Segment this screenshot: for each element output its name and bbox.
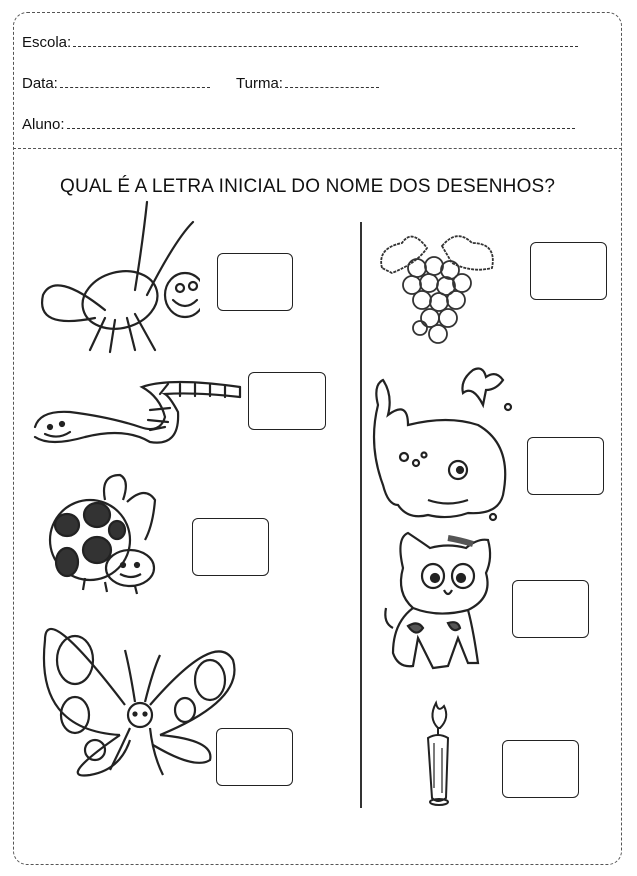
page-title: QUAL É A LETRA INICIAL DO NOME DOS DESENHOS? [60, 176, 556, 197]
answer-box-butterfly[interactable] [216, 728, 293, 786]
answer-box-candle[interactable] [502, 740, 579, 798]
ant-icon [35, 200, 200, 360]
data-field[interactable] [22, 75, 210, 92]
butterfly-icon [35, 610, 245, 790]
answer-box-grapes[interactable] [530, 242, 607, 300]
escola-label: Escola: [22, 34, 72, 51]
turma-field[interactable] [236, 75, 379, 92]
data-input-line[interactable] [60, 86, 210, 88]
answer-box-snake[interactable] [248, 372, 326, 430]
escola-field[interactable] [22, 34, 578, 51]
aluno-label: Aluno: [22, 116, 65, 133]
snake-icon [30, 372, 250, 452]
answer-box-cat[interactable] [512, 580, 589, 638]
answer-box-ant[interactable] [217, 253, 293, 311]
aluno-field[interactable] [22, 116, 575, 133]
column-divider [360, 222, 362, 808]
cat-icon [378, 528, 498, 673]
ladybug-icon [45, 470, 160, 595]
escola-input-line[interactable] [73, 45, 578, 47]
whale-icon [368, 365, 518, 525]
turma-input-line[interactable] [285, 86, 379, 88]
candle-icon [420, 698, 460, 810]
answer-box-whale[interactable] [527, 437, 604, 495]
aluno-input-line[interactable] [67, 127, 575, 129]
data-label: Data: [22, 75, 58, 92]
answer-box-ladybug[interactable] [192, 518, 269, 576]
turma-label: Turma: [236, 75, 283, 92]
header-divider [13, 148, 622, 149]
grapes-icon [372, 228, 502, 353]
